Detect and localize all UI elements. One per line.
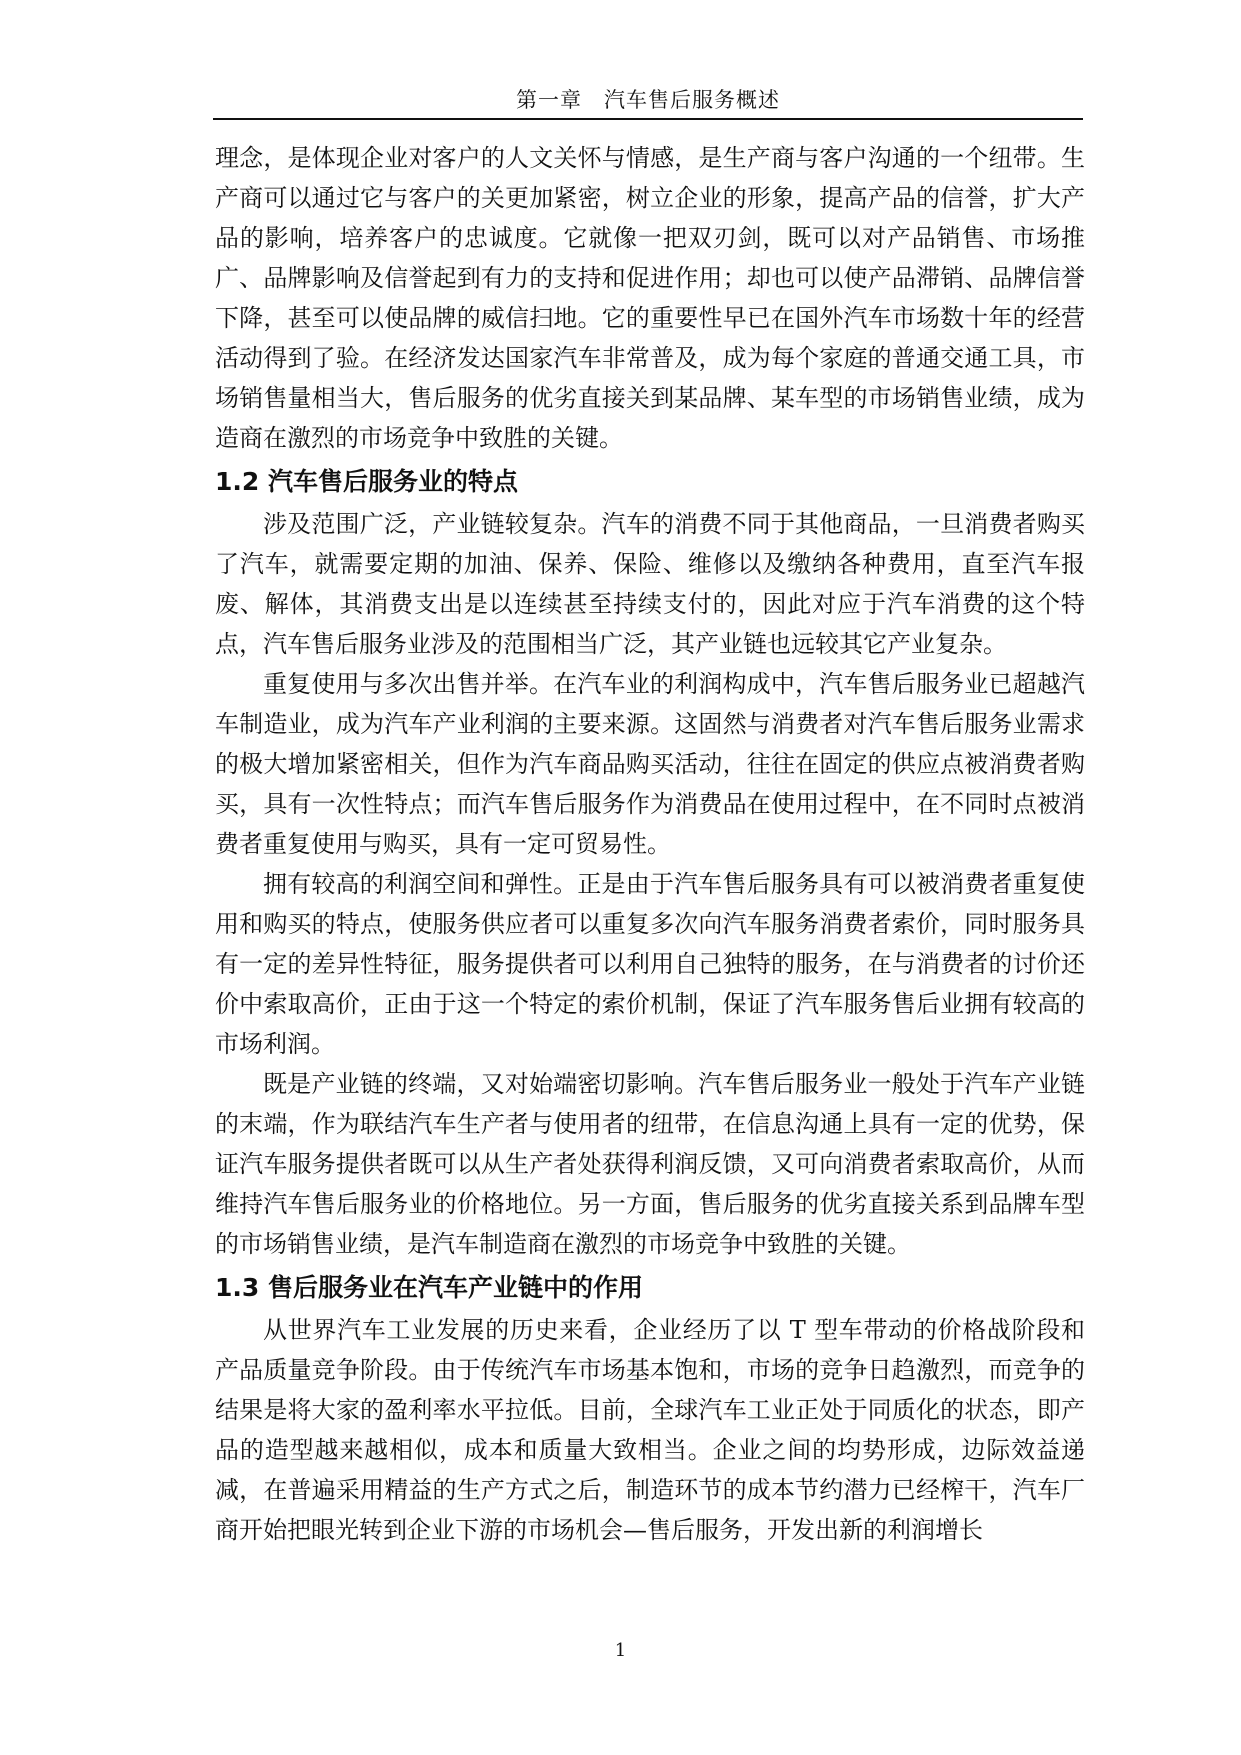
paragraph-repeat-use: 重复使用与多次出售并举。在汽车业的利润构成中，汽车售后服务业已超越汽车制造业，成为汽车产业利润的主要来源。这固然与消费者对汽车售后服务业需求的极大增加紧密相关，但作为汽车商品购买活动，往往在固定的供应点被消费者购买，具有一次性特点；而汽车售后服务作为消费品在使用过程中，在不同时点被消费者重复使用与购买，具有一定可贸易性。 <box>215 670 1085 858</box>
section-heading-1-2: 1.2 汽车售后服务业的特点 <box>215 467 518 496</box>
page-number: 1 <box>614 1640 627 1661</box>
paragraph-chain-end: 既是产业链的终端，又对始端密切影响。汽车售后服务业一般处于汽车产业链的末端，作为联结汽车生产者与使用者的纽带，在信息沟通上具有一定的优势，保证汽车服务提供者既可以从生产者处获得利润反馈，又可向消费者索取高价，从而维持汽车售后服务业的价格地位。另一方面，售后服务的优劣直接关系到品牌车型的市场销售业绩，是汽车制造商在激烈的市场竞争中致胜的关键。 <box>215 1070 1085 1258</box>
section-heading-1-3: 1.3 售后服务业在汽车产业链中的作用 <box>215 1273 643 1302</box>
paragraph-history: 从世界汽车工业发展的历史来看，企业经历了以 T 型车带动的价格战阶段和产品质量竞争阶段。由于传统汽车市场基本饱和，市场的竞争日趋激烈，而竞争的结果是将大家的盈利率水平拉低。目前，全球汽车工业正处于同质化的状态，即产品的造型越来越相似，成本和质量大致相当。企业之间的均势形成，边际效益递减，在普遍采用精益的生产方式之后，制造环节的成本节约潜力已经榨干，汽车厂商开始把眼光转到企业下游的市场机会—售后服务，开发出新的利润增长 <box>215 1316 1085 1544</box>
body-text <box>215 138 1085 1550</box>
paragraph-scope: 涉及范围广泛，产业链较复杂。汽车的消费不同于其他商品，一旦消费者购买了汽车，就需要定期的加油、保养、保险、维修以及缴纳各种费用，直至汽车报废、解体，其消费支出是以连续甚至持续支付的，因此对应于汽车消费的这个特点，汽车售后服务业涉及的范围相当广泛，其产业链也远较其它产业复杂。 <box>215 510 1085 658</box>
header-rule <box>213 118 1083 120</box>
paragraph-intro-continued: 理念，是体现企业对客户的人文关怀与情感，是生产商与客户沟通的一个纽带。生产商可以通过它与客户的关更加紧密，树立企业的形象，提高产品的信誉，扩大产品的影响，培养客户的忠诚度。它就像一把双刃剑，既可以对产品销售、市场推广、品牌影响及信誉起到有力的支持和促进作用；却也可以使产品滞销、品牌信誉下降，甚至可以使品牌的威信扫地。它的重要性早已在国外汽车市场数十年的经营活动得到了验。在经济发达国家汽车非常普及，成为每个家庭的普通交通工具，市场销售量相当大，售后服务的优劣直接关到某品牌、某车型的市场销售业绩，成为造商在激烈的市场竞争中致胜的关键。 <box>215 144 1085 452</box>
running-header: 第一章 汽车售后服务概述 <box>516 88 780 112</box>
paragraph-profit: 拥有较高的利润空间和弹性。正是由于汽车售后服务具有可以被消费者重复使用和购买的特点，使服务供应者可以重复多次向汽车服务消费者索价，同时服务具有一定的差异性特征，服务提供者可以利用自己独特的服务，在与消费者的讨价还价中索取高价，正由于这一个特定的索价机制，保证了汽车服务售后业拥有较高的市场利润。 <box>215 870 1085 1058</box>
